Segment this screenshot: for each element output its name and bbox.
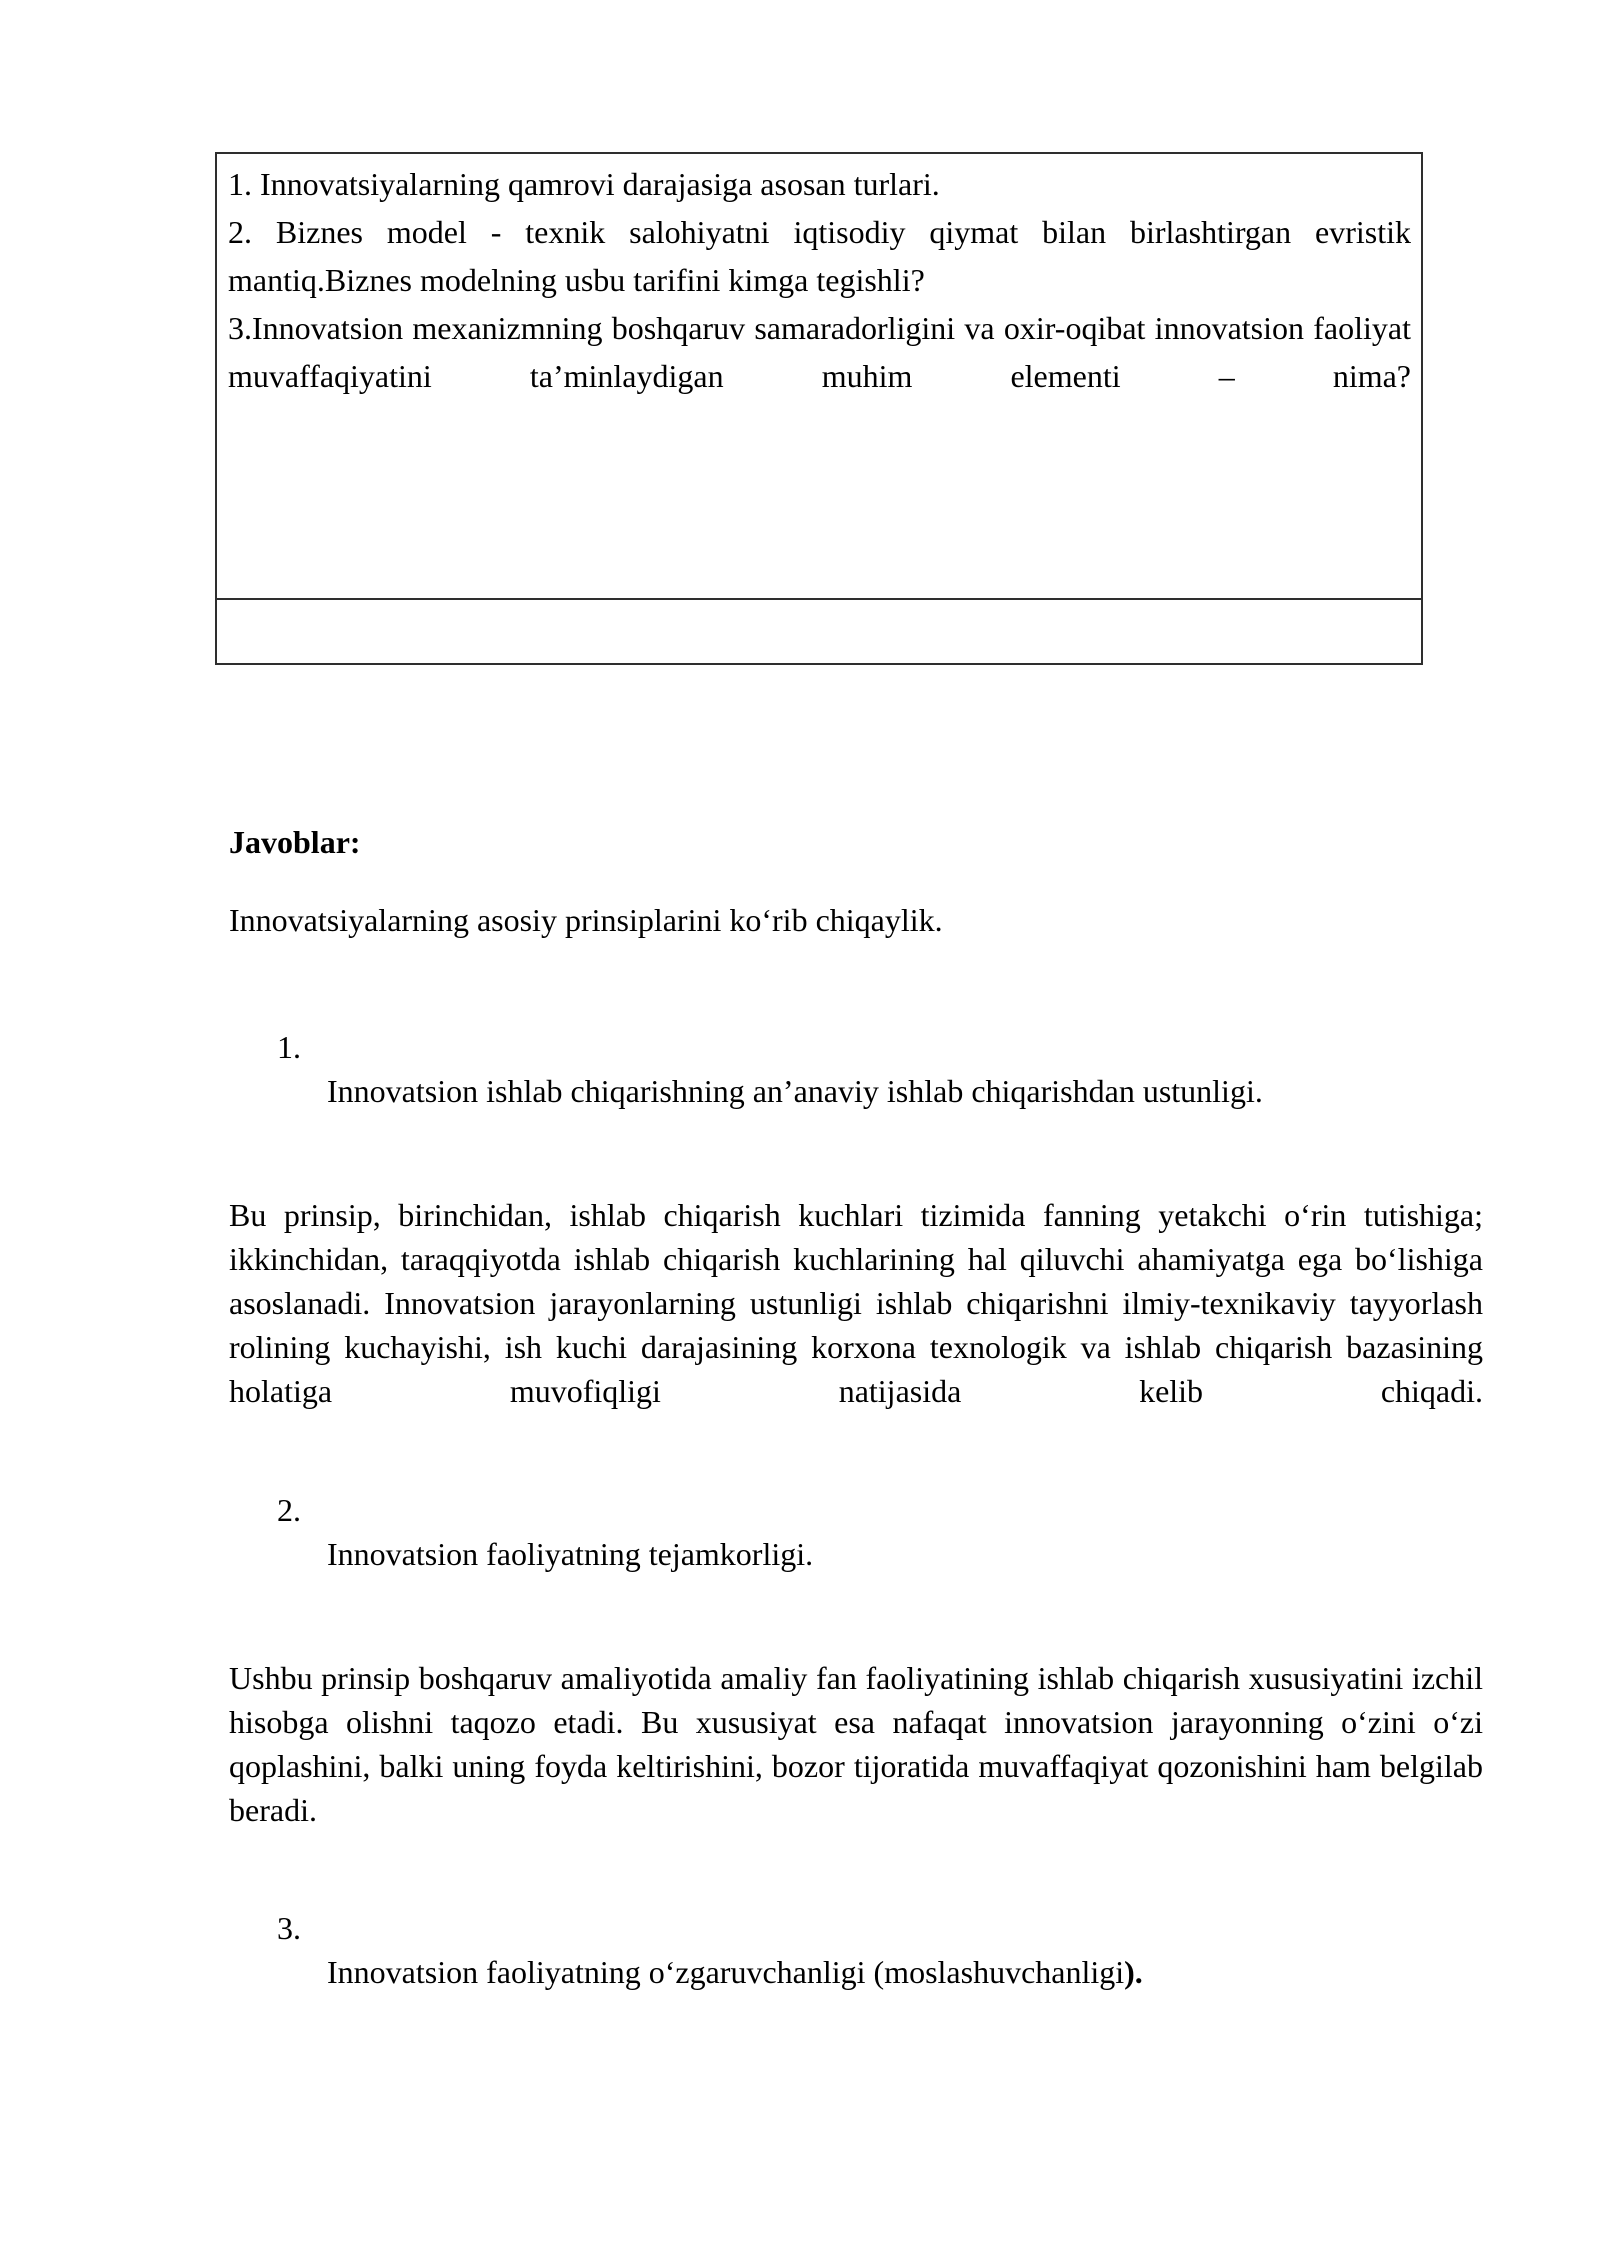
question-table <box>215 152 1423 665</box>
list-item-number: 2. <box>277 1492 301 1528</box>
list-item-title <box>327 1950 1483 1994</box>
list-item <box>229 1025 1483 1113</box>
question-item-3: 3.Innovatsion mexanizmning boshqaruv samaradorligini va oxir-oqibat innovatsion faoliyat muvaffaqiyatini ta’minlaydigan muhim elementi – nima? <box>228 310 1411 394</box>
list-item <box>229 1488 1483 1576</box>
list-item-number: 1. <box>277 1029 301 1065</box>
answers-heading: Javoblar: <box>229 824 361 860</box>
question-table-empty-cell <box>215 600 1423 665</box>
question-item-1: 1. Innovatsiyalarning qamrovi darajasiga asosan turlari. <box>228 166 940 202</box>
list-item-title-text: Innovatsion faoliyatning oʻzgaruvchanligi (moslashuvchanligi <box>327 1954 1125 1990</box>
question-item-2: 2. Biznes model - texnik salohiyatni iqtisodiy qiymat bilan birlashtirgan evristik mantiq.Biznes modelning usbu tarifini kimga tegishli? <box>228 214 1411 298</box>
list-item-title: Innovatsion faoliyatning tejamkorligi. <box>327 1536 814 1572</box>
question-table-main-cell <box>215 152 1423 600</box>
answers-section <box>229 820 1483 1994</box>
list-item-number: 3. <box>277 1910 301 1946</box>
answers-intro: Innovatsiyalarning asosiy prinsiplarini koʻrib chiqaylik. <box>229 902 943 938</box>
answer-paragraph: Bu prinsip, birinchidan, ishlab chiqarish kuchlari tizimida fanning yetakchi oʻrin tutishiga; ikkinchidan, taraqqiyotda ishlab chiqarish kuchlarining hal qiluvchi ahamiyatga ega boʻlishiga asoslanadi. Innovatsion jarayonlarning ustunligi ishlab chiqarishni ilmiy-texnikaviy tayyorlash rolining kuchayishi, ish kuchi darajasining korxona texnologik va ishlab chiqarish bazasining holatiga muvofiqligi natijasida kelib chiqadi. <box>229 1197 1483 1409</box>
list-item-title-bold-suffix: ). <box>1124 1954 1143 1990</box>
list-item-title: Innovatsion ishlab chiqarishning an’anaviy ishlab chiqarishdan ustunligi. <box>327 1073 1263 1109</box>
answer-paragraph: Ushbu prinsip boshqaruv amaliyotida amaliy fan faoliyatining ishlab chiqarish xususiyatini izchil hisobga olishni taqozo etadi. Bu xususiyat esa nafaqat innovatsion jarayonning oʻzini oʻzi qoplashini, balki uning foyda keltirishini, bozor tijoratida muvaffaqiyat qozonishini ham belgilab beradi. <box>229 1660 1483 1828</box>
list-item <box>229 1906 1483 1994</box>
